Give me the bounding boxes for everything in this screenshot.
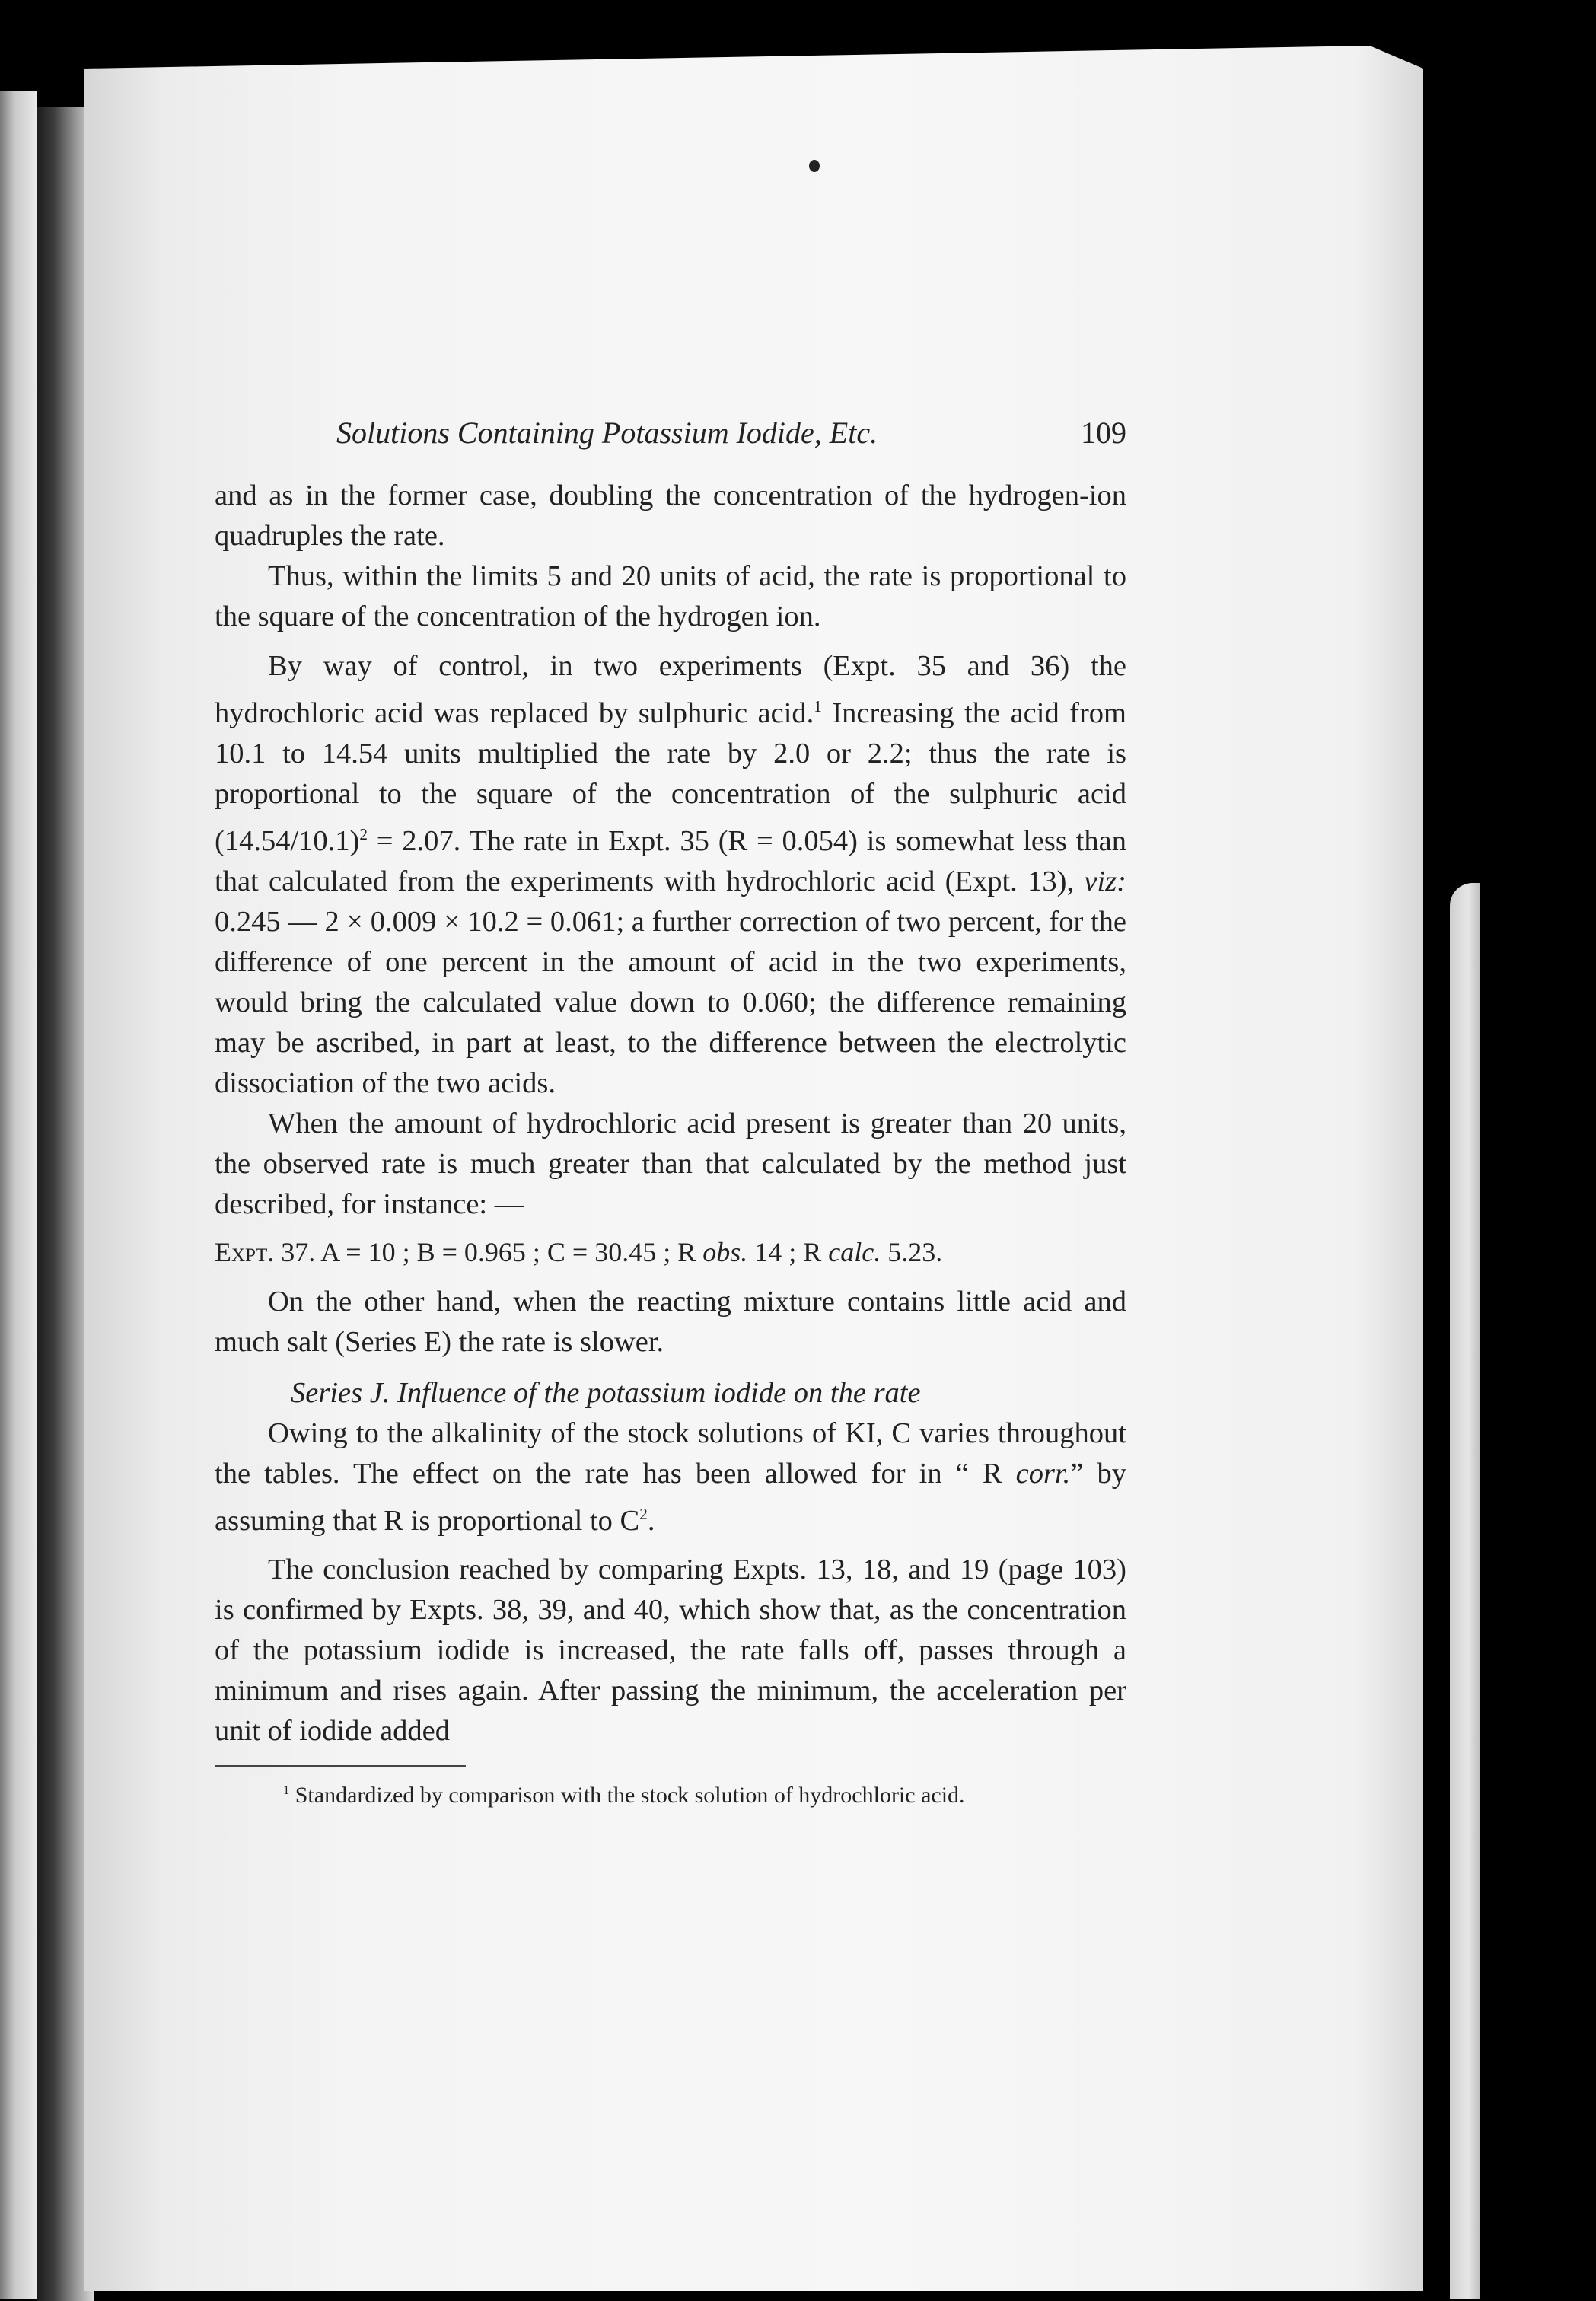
running-title: Solutions Containing Potassium Iodide, Etc.	[336, 416, 878, 450]
experiment-label: Expt. 37.	[215, 1236, 316, 1267]
experiment-line: Expt. 37. A = 10 ; B = 0.965 ; C = 30.45 ; R obs. 14 ; R calc. 5.23.	[215, 1236, 943, 1267]
paragraph: On the other hand, when the reacting mixture contains little acid and much salt (Series E) the rate is slower.	[215, 1285, 1126, 1358]
footnote-reference: 1	[814, 697, 822, 715]
footnote-rule	[215, 1765, 466, 1767]
right-page-edge	[1450, 883, 1480, 2299]
ink-dot	[809, 160, 820, 172]
paragraph: Thus, within the limits 5 and 20 units of acid, the rate is proportional to the square of the concentration of the hydrogen ion.	[215, 560, 1126, 633]
paragraph: The conclusion reached by comparing Expts. 13, 18, and 19 (page 103) is confirmed by Expts. 38, 39, and 40, which show that, as the concentration of the potassium iodide is increased, the rate falls off, passes through a minimum and rises again. After passing the minimum, the acceleration per unit of iodide added	[215, 1554, 1126, 1748]
paragraph: By way of control, in two experiments (Expt. 35 and 36) the hydrochloric acid was replaced by sulphuric acid.$^1$ Increasing the acid from 10.1 to 14.54 units multiplied the rate by 2.0 or 2.2; thus the rate is proportional to the square of the concentration of the sulphuric acid $(14.54/10.1)^2 = 2.07$. The rate in Expt. 35 (R = 0.054) is somewhat less than that calculated from the experiments with hydrochloric acid (Expt. 13), viz: 0.245 — 2 × 0.009 × 10.2 = 0.061; a further correction of two percent, for the difference of one percent in the amount of acid in the two experiments, would bring the calculated value down to 0.060; the difference remaining may be ascribed, in part at least, to the difference between the electrolytic dissociation of the two acids.	[215, 650, 1126, 1099]
footnote: $^1$ Standardized by comparison with the stock solution of hydrochloric acid.	[283, 1783, 965, 1809]
section-heading: Series J. Influence of the potassium iodide on the rate	[291, 1376, 921, 1409]
page-text	[215, 415, 1126, 1813]
paragraph: and as in the former case, doubling the concentration of the hydrogen-ion quadruples the rate.	[215, 480, 1126, 552]
paragraph: When the amount of hydrochloric acid present is greater than 20 units, the observed rate is much greater than that calculated by the method just described, for instance: —	[215, 1107, 1126, 1220]
paragraph: Owing to the alkalinity of the stock solutions of KI, C varies throughout the tables. The effect on the rate has been allowed for in “ R corr.” by assuming that R is proportional to $C^2$.	[215, 1417, 1127, 1537]
superscript: 2	[359, 824, 368, 843]
page-number: 109	[1081, 416, 1126, 450]
page-header	[215, 415, 1126, 476]
left-page-edge	[0, 91, 37, 2299]
